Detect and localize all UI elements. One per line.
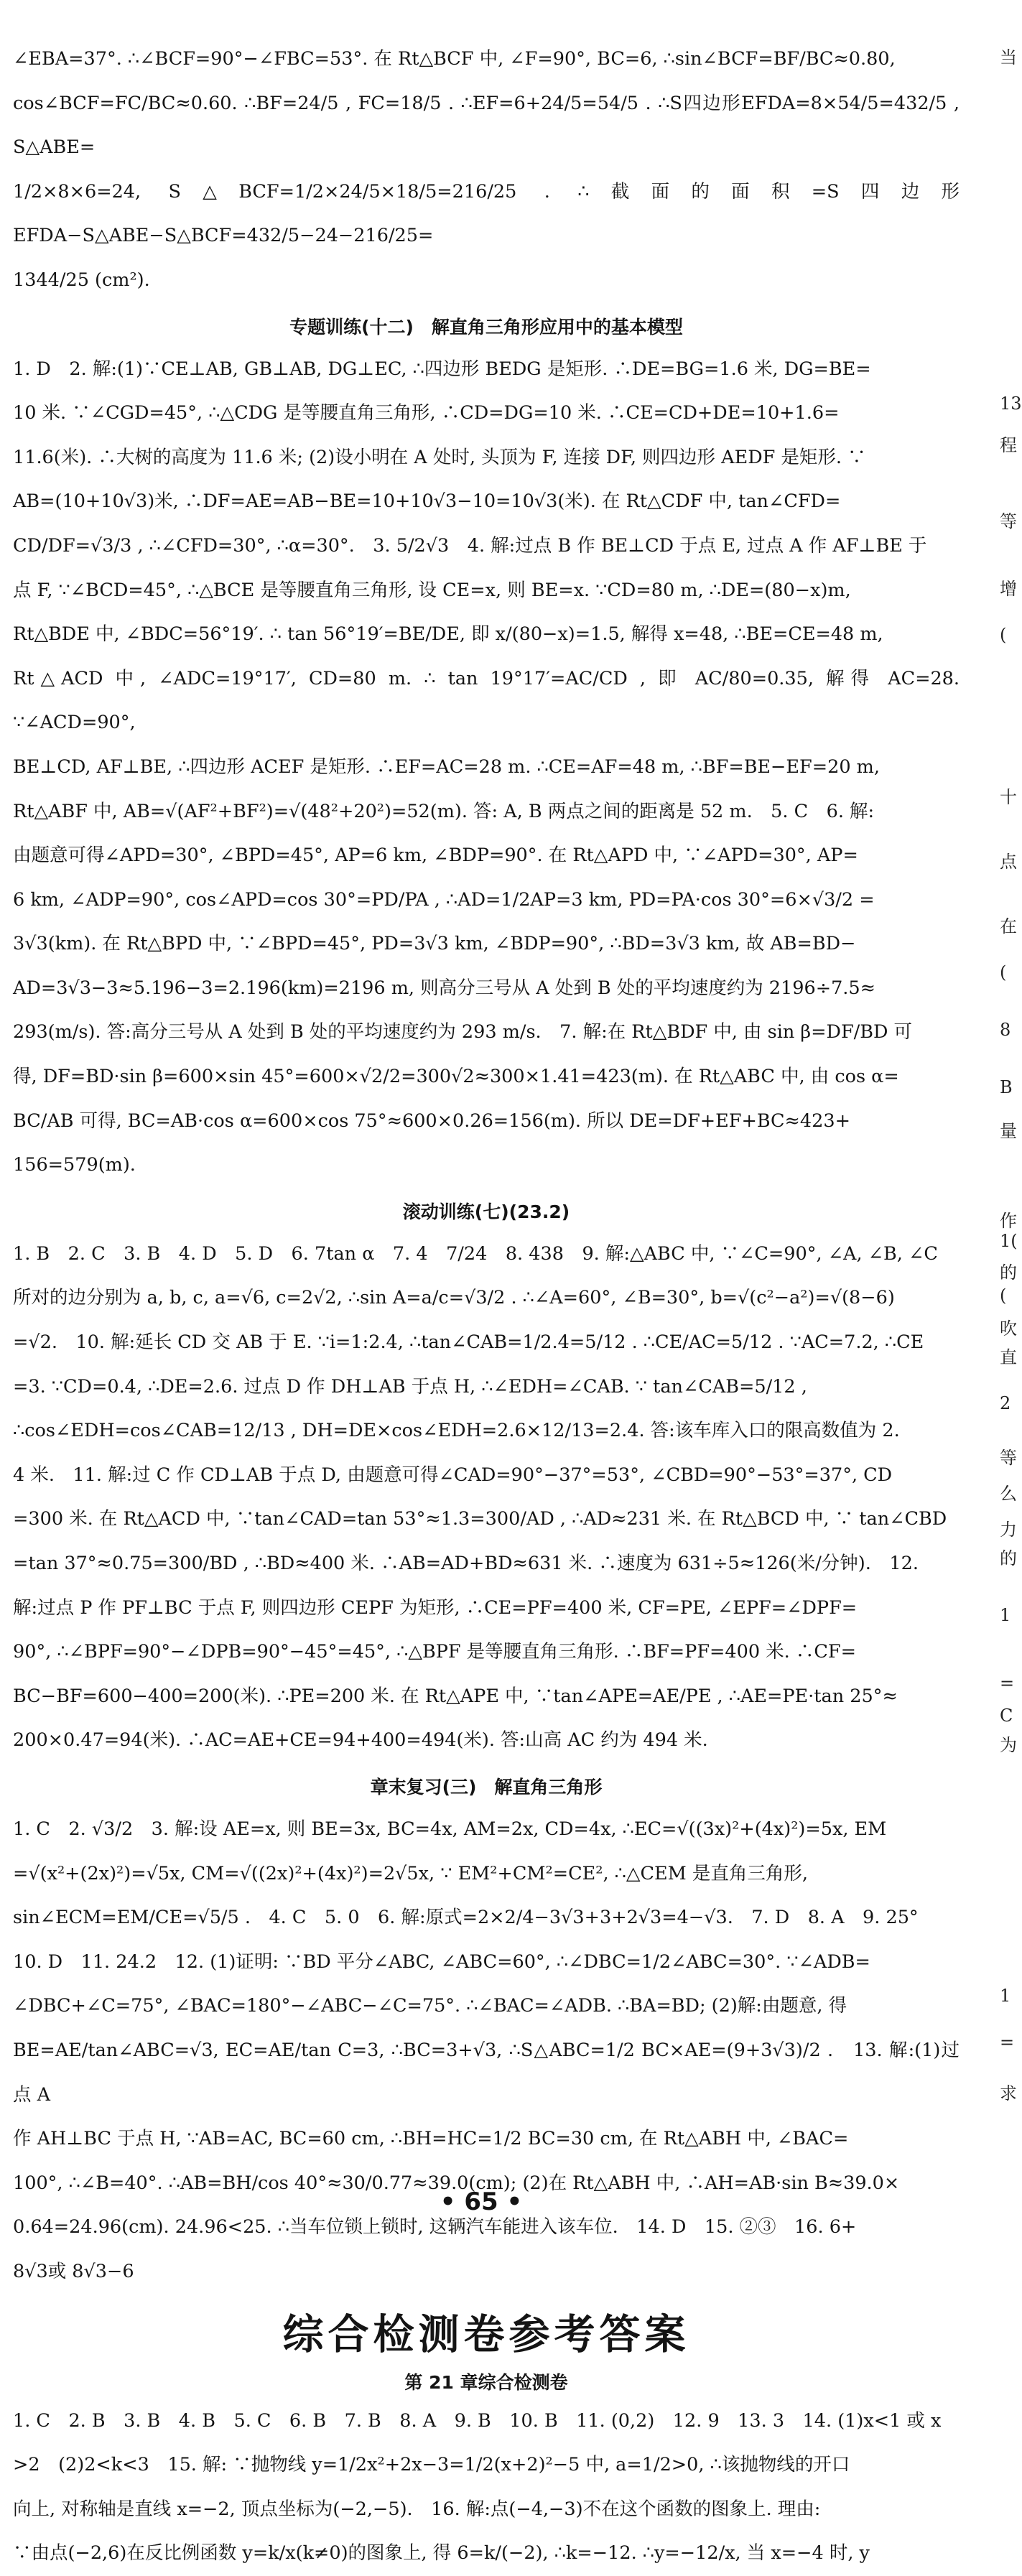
edge-fragment: 为 (1000, 1735, 1017, 1755)
text-line: 100°, ∴∠B=40°. ∴AB=BH/cos 40°≈30/0.77≈39.0(cm); (2)在 Rt△ABH 中, ∴AH=AB·sin B≈39.0× (13, 2172, 900, 2194)
edge-fragment: 等 (1000, 511, 1017, 531)
edge-fragment: 增 (1000, 579, 1017, 599)
edge-fragment: 点 (1000, 852, 1017, 872)
section-heading-special-training: 专题训练(十二) 解直角三角形应用中的基本模型 (289, 316, 683, 338)
section-rolling-training (13, 1232, 960, 1763)
edge-fragment: 求 (1000, 2083, 1017, 2103)
edge-fragment: 等 (1000, 1448, 1017, 1468)
text-line: =3. ∵CD=0.4, ∴DE=2.6. 过点 D 作 DH⊥AB 于点 H, ∴∠EDH=∠CAB. ∵ tan∠CAB=5/12 , (13, 1375, 807, 1398)
continued-solution (13, 37, 960, 303)
text-line: 1. D 2. 解:(1)∵CE⊥AB, GB⊥AB, DG⊥EC, ∴四边形 BEDG 是矩形. ∴DE=BG=1.6 米, DG=BE= (13, 358, 871, 380)
edge-fragment: = (1000, 1673, 1015, 1693)
text-line: AB=(10+10√3)米, ∴DF=AE=AB−BE=10+10√3−10=10√3(米). 在 Rt△CDF 中, tan∠CFD= (13, 490, 841, 513)
text-line: 0.64=24.96(cm). 24.96<25. ∴当车位锁上锁时, 这辆汽车能进入该车位. 14. D 15. ②③ 16. 6+ (13, 2216, 857, 2238)
edge-fragment: 1( (1000, 1231, 1018, 1251)
text-line: 156=579(m). (13, 1154, 136, 1176)
text-line: =√(x²+(2x)²)=√5x, CM=√((2x)²+(4x)²)=2√5x, ∵ EM²+CM²=CE², ∴△CEM 是直角三角形, (13, 1862, 808, 1884)
edge-fragment: ( (1000, 962, 1007, 982)
edge-fragment: 2 (1000, 1393, 1011, 1413)
edge-fragment: 在 (1000, 916, 1017, 936)
text-line: 8√3或 8√3−6 (13, 2260, 134, 2282)
text-line: ∠EBA=37°. ∴∠BCF=90°−∠FBC=53°. 在 Rt△BCF 中, ∠F=90°, BC=6, ∴sin∠BCF=BF/BC≈0.80, (13, 48, 896, 70)
chapter-21-test-subtitle: 第 21 章综合检测卷 (404, 2371, 568, 2393)
text-line: 向上, 对称轴是直线 x=−2, 顶点坐标为(−2,−5). 16. 解:点(−4,−3)不在这个函数的图象上. 理由: (13, 2498, 821, 2520)
text-line: 点 F, ∵∠BCD=45°, ∴△BCE 是等腰直角三角形, 设 CE=x, 则 BE=x. ∵CD=80 m, ∴DE=(80−x)m, (13, 579, 851, 601)
text-line: 200×0.47=94(米). ∴AC=AE+CE=94+400=494(米). 答:山高 AC 约为 494 米. (13, 1729, 708, 1752)
text-line: 6 km, ∠ADP=90°, cos∠APD=cos 30°=PD/PA , ∴AD=1/2AP=3 km, PD=PA·cos 30°=6×√3/2 = (13, 888, 875, 911)
text-line: 90°, ∴∠BPF=90°−∠DPB=90°−45°=45°, ∴△BPF 是等腰直角三角形. ∴BF=PF=400 米. ∴CF= (13, 1641, 856, 1663)
text-line: cos∠BCF=FC/BC≈0.60. ∴BF=24/5 , FC=18/5 . ∴EF=6+24/5=54/5 . ∴S四边形EFDA=8×54/5=432/5 , S△ABE= (13, 92, 960, 159)
text-line: 由题意可得∠APD=30°, ∠BPD=45°, AP=6 km, ∠BDP=90°. 在 Rt△APD 中, ∵∠APD=30°, AP= (13, 845, 858, 867)
text-line: 11.6(米). ∴大树的高度为 11.6 米; (2)设小明在 A 处时, 头顶为 F, 连接 DF, 则四边形 AEDF 是矩形. ∵ (13, 446, 866, 468)
text-line: 得, DF=BD·sin β=600×sin 45°=600×√2/2=300√2≈300×1.41=423(m). 在 Rt△ABC 中, 由 cos α= (13, 1066, 899, 1088)
edge-fragment: 十 (1000, 787, 1017, 807)
text-line: Rt△ACD 中, ∠ADC=19°17′, CD=80 m. ∴ tan 19°17′=AC/CD , 即 AC/80=0.35, 解得 AC=28. ∵∠ACD=90°, (13, 667, 960, 734)
text-line: 293(m/s). 答:高分三号从 A 处到 B 处的平均速度约为 293 m/s. 7. 解:在 Rt△BDF 中, 由 sin β=DF/BD 可 (13, 1021, 913, 1043)
comprehensive-test-answers-title: 综合检测卷参考答案 (282, 2310, 690, 2358)
edge-fragment: 的 (1000, 1548, 1017, 1568)
text-line: ∠DBC+∠C=75°, ∠BAC=180°−∠ABC−∠C=75°. ∴∠BAC=∠ADB. ∴BA=BD; (2)解:由题意, 得 (13, 1995, 847, 2017)
edge-fragment: ( (1000, 625, 1007, 645)
section-heading-rolling-training: 滚动训练(七)(23.2) (402, 1201, 570, 1222)
text-line: 4 米. 11. 解:过 C 作 CD⊥AB 于点 D, 由题意可得∠CAD=90°−37°=53°, ∠CBD=90°−53°=37°, CD (13, 1464, 893, 1486)
edge-fragment: 么 (1000, 1484, 1017, 1504)
text-line: BC−BF=600−400=200(米). ∴PE=200 米. 在 Rt△APE 中, ∵tan∠APE=AE/PE , ∴AE=PE·tan 25°≈ (13, 1685, 898, 1707)
edge-fragment: 直 (1000, 1347, 1017, 1367)
text-line: 1. C 2. √3/2 3. 解:设 AE=x, 则 BE=3x, BC=4x, AM=2x, CD=4x, ∴EC=√((3x)²+(4x)²)=5x, EM (13, 1818, 887, 1840)
edge-fragment: 8 (1000, 1020, 1011, 1040)
edge-fragment: 力 (1000, 1520, 1017, 1540)
text-line: 1/2×8×6=24, S△BCF=1/2×24/5×18/5=216/25 . ∴截面的面积=S四边形EFDA−S△ABE−S△BCF=432/5−24−216/25= (13, 180, 960, 247)
edge-fragment: 1 (1000, 1986, 1011, 2006)
text-line: >2 (2)2<k<3 15. 解: ∵抛物线 y=1/2x²+2x−3=1/2(x+2)²−5 中, a=1/2>0, ∴该抛物线的开口 (13, 2454, 850, 2476)
text-line: 1. C 2. B 3. B 4. B 5. C 6. B 7. B 8. A 9. B 10. B 11. (0,2) 12. 9 13. 3 14. (1)x<1 或 x (13, 2409, 942, 2432)
section-chapter-21-test (13, 2399, 960, 2576)
text-line: CD/DF=√3/3 , ∴∠CFD=30°, ∴α=30°. 3. 5/2√3 4. 解:过点 B 作 BE⊥CD 于点 E, 过点 A 作 AF⊥BE 于 (13, 534, 927, 557)
text-line: 1. B 2. C 3. B 4. D 5. D 6. 7tan α 7. 4 7/24 8. 438 9. 解:△ABC 中, ∵∠C=90°, ∠A, ∠B, ∠C (13, 1242, 938, 1265)
edge-fragment: 的 (1000, 1263, 1017, 1283)
text-line: 10. D 11. 24.2 12. (1)证明: ∵BD 平分∠ABC, ∠ABC=60°, ∴∠DBC=1/2∠ABC=30°. ∵∠ADB= (13, 1950, 870, 1973)
page-number: • 65 • (440, 2187, 523, 2216)
text-line: ∴cos∠EDH=cos∠CAB=12/13 , DH=DE×cos∠EDH=2.6×12/13=2.4. 答:该车库入口的限高数值为 2. (13, 1420, 900, 1442)
text-line: =√2. 10. 解:延长 CD 交 AB 于 E. ∵i=1:2.4, ∴tan∠CAB=1/2.4=5/12 . ∴CE/AC=5/12 . ∵AC=7.2, ∴CE (13, 1331, 924, 1354)
text-line: 10 米. ∵∠CGD=45°, ∴△CDG 是等腰直角三角形, ∴CD=DG=10 米. ∴CE=CD+DE=10+1.6= (13, 402, 840, 424)
section-heading-chapter-review: 章末复习(三) 解直角三角形 (370, 1776, 603, 1798)
edge-fragment: = (1000, 2032, 1015, 2052)
text-line: ∵由点(−2,6)在反比例函数 y=k/x(k≠0)的图象上, 得 6=k/(−2), ∴k=−12. ∴y=−12/x, 当 x=−4 时, y (13, 2542, 870, 2565)
text-line: BE=AE/tan∠ABC=√3, EC=AE/tan C=3, ∴BC=3+√3, ∴S△ABC=1/2 BC×AE=(9+3√3)/2 . 13. 解:(1)过点 A (13, 2039, 960, 2106)
text-line: Rt△BDE 中, ∠BDC=56°19′. ∴ tan 56°19′=BE/DE, 即 x/(80−x)=1.5, 解得 x=48, ∴BE=CE=48 m, (13, 623, 883, 646)
edge-fragment: 1 (1000, 1605, 1011, 1625)
text-line: 作 AH⊥BC 于点 H, ∵AB=AC, BC=60 cm, ∴BH=HC=1/2 BC=30 cm, 在 Rt△ABH 中, ∠BAC= (13, 2128, 849, 2150)
edge-fragment: 13 (1000, 394, 1022, 414)
edge-fragment: 作 (1000, 1211, 1017, 1231)
section-chapter-review (13, 1808, 960, 2294)
text-line: 解:过点 P 作 PF⊥BC 于点 F, 则四边形 CEPF 为矩形, ∴CE=PF=400 米, CF=PE, ∠EPF=∠DPF= (13, 1596, 858, 1619)
edge-fragment: ( (1000, 1285, 1007, 1306)
text-line: BE⊥CD, AF⊥BE, ∴四边形 ACEF 是矩形. ∴EF=AC=28 m. ∴CE=AF=48 m, ∴BF=BE−EF=20 m, (13, 755, 880, 778)
text-line: 1344/25 (cm²). (13, 269, 150, 291)
cropped-next-page-edge (1000, 0, 1022, 2292)
text-line: sin∠ECM=EM/CE=√5/5 . 4. C 5. 0 6. 解:原式=2×2/4−3√3+3+2√3=4−√3. 7. D 8. A 9. 25° (13, 1907, 919, 1929)
edge-fragment: B (1000, 1077, 1013, 1097)
text-line: AD=3√3−3≈5.196−3=2.196(km)=2196 m, 则高分三号从 A 处到 B 处的平均速度约为 2196÷7.5≈ (13, 977, 875, 999)
edge-fragment: 吹 (1000, 1319, 1017, 1339)
text-line: 所对的边分别为 a, b, c, a=√6, c=2√2, ∴sin A=a/c=√3/2 . ∴∠A=60°, ∠B=30°, b=√(c²−a²)=√(8−6) (13, 1287, 895, 1309)
edge-fragment: 量 (1000, 1121, 1017, 1141)
text-line: Rt△ABF 中, AB=√(AF²+BF²)=√(48²+20²)=52(m). 答: A, B 两点之间的距离是 52 m. 5. C 6. 解: (13, 800, 875, 822)
edge-fragment: 当 (1000, 47, 1017, 68)
text-line: 3√3(km). 在 Rt△BPD 中, ∵∠BPD=45°, PD=3√3 km, ∠BDP=90°, ∴BD=3√3 km, 故 AB=BD− (13, 933, 856, 955)
text-line: BC/AB 可得, BC=AB·cos α=600×cos 75°≈600×0.26=156(m). 所以 DE=DF+EF+BC≈423+ (13, 1110, 850, 1132)
text-line: =300 米. 在 Rt△ACD 中, ∵tan∠CAD=tan 53°≈1.3=300/AD , ∴AD≈231 米. 在 Rt△BCD 中, ∵ tan∠CBD (13, 1508, 947, 1530)
text-line: =tan 37°≈0.75=300/BD , ∴BD≈400 米. ∴AB=AD+BD≈631 米. ∴速度为 631÷5≈126(米/分钟). 12. (13, 1553, 919, 1574)
edge-fragment: C (1000, 1706, 1013, 1726)
edge-fragment: 程 (1000, 435, 1017, 455)
section-special-training (13, 348, 960, 1188)
